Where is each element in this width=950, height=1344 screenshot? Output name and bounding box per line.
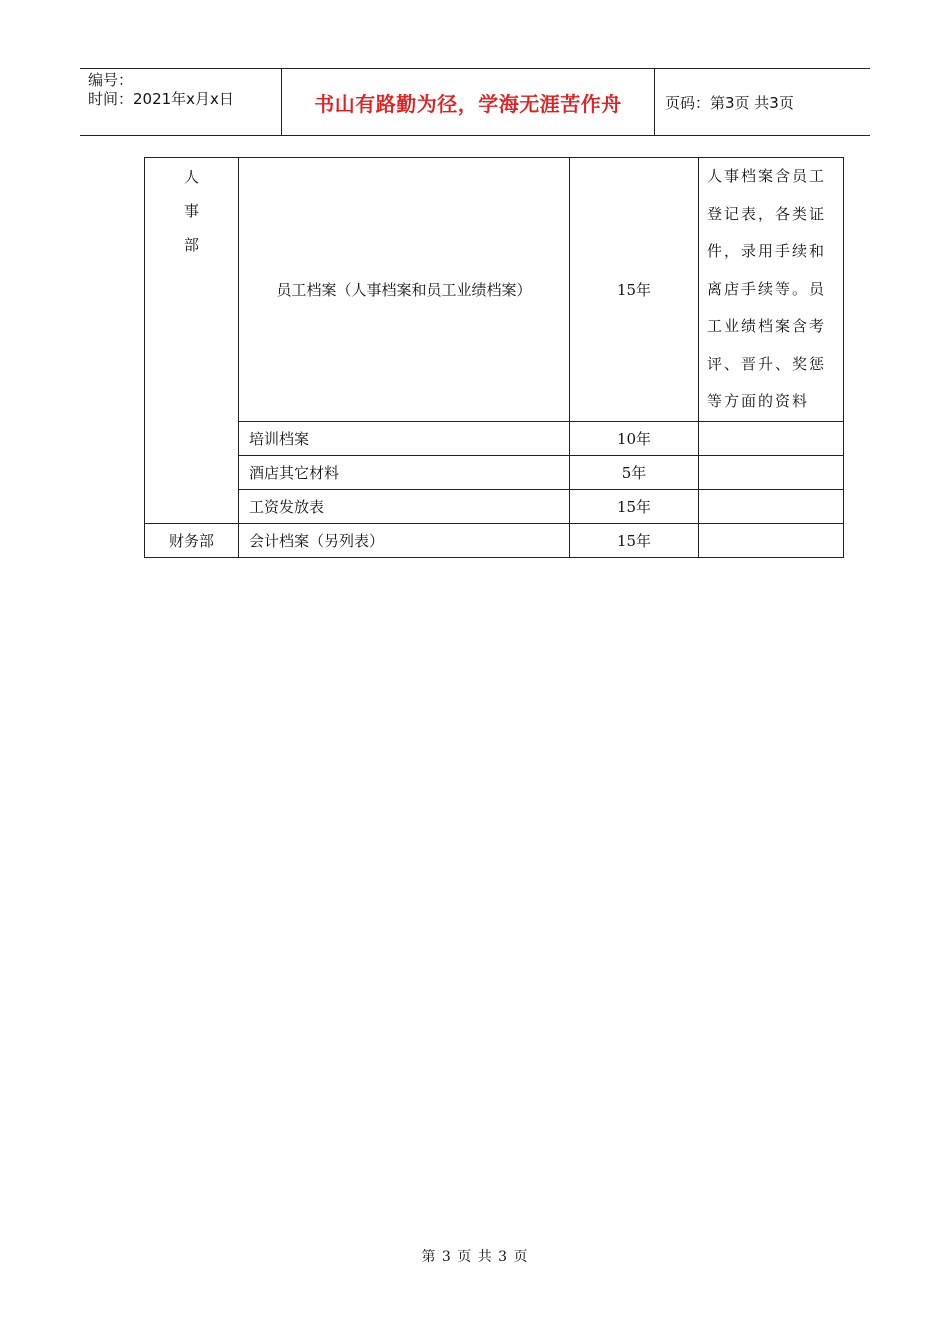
note-cell — [699, 455, 844, 489]
retention-period-cell: 5年 — [570, 455, 699, 489]
note-cell — [699, 421, 844, 455]
header-motto: 书山有路勤为径，学海无涯苦作舟 — [282, 69, 655, 135]
dept-char: 部 — [183, 236, 199, 254]
table-row — [145, 489, 844, 523]
dept-char: 事 — [183, 202, 199, 220]
note-cell — [699, 523, 844, 557]
archive-retention-table — [144, 157, 844, 558]
retention-period-cell: 15年 — [570, 489, 699, 523]
document-time-label: 时间：2021年x月x日 — [88, 90, 234, 108]
table-row — [145, 158, 844, 422]
document-number-label: 编号： — [88, 71, 134, 89]
retention-period-cell: 15年 — [570, 523, 699, 557]
table-row — [145, 523, 844, 557]
retention-period-cell: 15年 — [570, 158, 699, 422]
archive-name-cell: 工资发放表 — [239, 489, 570, 523]
archive-name-cell: 员工档案（人事档案和员工业绩档案） — [239, 158, 570, 422]
header-page-info: 页码：第3页 共3页 — [665, 93, 794, 112]
dept-char: 人 — [183, 168, 199, 186]
table-row — [145, 455, 844, 489]
dept-cell-finance: 财务部 — [145, 523, 239, 557]
archive-name-cell: 会计档案（另列表） — [239, 523, 570, 557]
page-footer: 第 3 页 共 3 页 — [421, 1249, 529, 1265]
header-meta — [80, 69, 282, 135]
note-cell: 人事档案含员工登记表，各类证件，录用手续和离店手续等。员工业绩档案含考评、晋升、奖惩等方面的资料 — [699, 158, 844, 422]
note-cell — [699, 489, 844, 523]
archive-name-cell: 酒店其它材料 — [239, 455, 570, 489]
retention-period-cell: 10年 — [570, 421, 699, 455]
table-row — [145, 421, 844, 455]
dept-cell-hr — [145, 158, 239, 524]
archive-name-cell: 培训档案 — [239, 421, 570, 455]
page-header — [80, 68, 870, 136]
